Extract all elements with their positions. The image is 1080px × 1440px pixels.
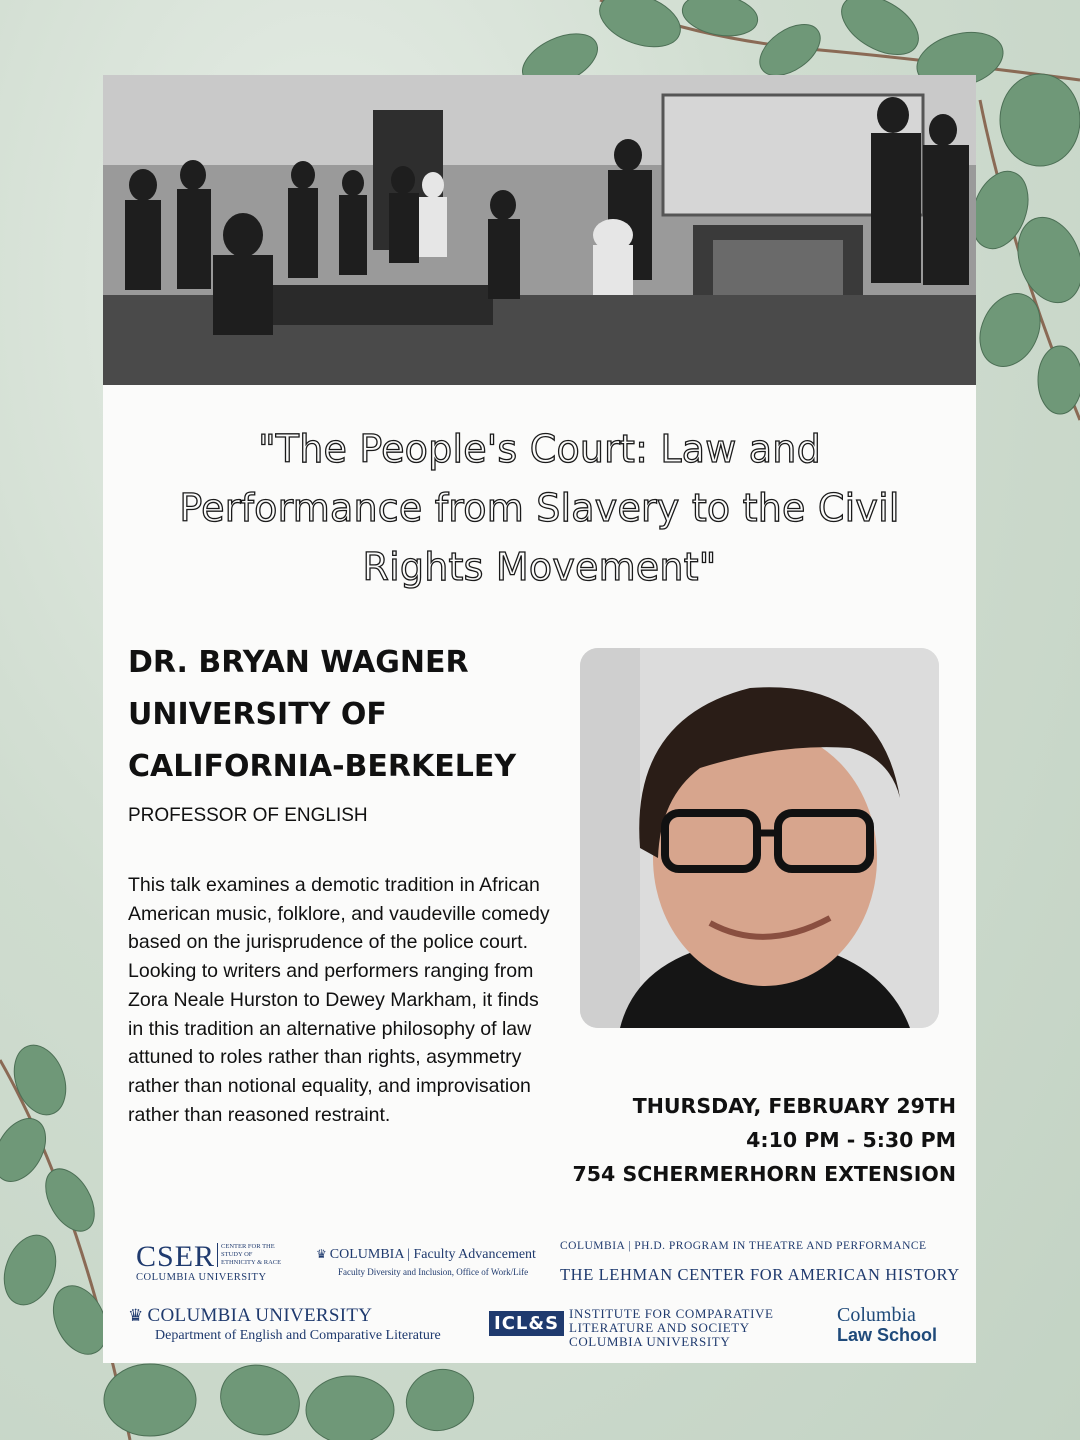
flyer-card (103, 75, 976, 1363)
speaker-affiliation-line2: CALIFORNIA-BERKELEY (128, 749, 517, 784)
fa-logo-title: COLUMBIA | Faculty Advancement (329, 1247, 536, 1262)
crown-icon: ♛ (128, 1306, 144, 1325)
law-logo-line2: Law School (837, 1325, 938, 1345)
speaker-affiliation-line1: UNIVERSITY OF (128, 697, 387, 732)
cser-logo-mark: CSER (136, 1240, 216, 1273)
icls-line1: INSTITUTE FOR COMPARATIVE (569, 1306, 774, 1321)
event-date: THURSDAY, FEBRUARY 29TH (632, 1094, 956, 1118)
icls-logo (489, 1307, 774, 1349)
faculty-advancement-logo (316, 1247, 536, 1277)
dept-logo-title: COLUMBIA UNIVERSITY (147, 1305, 373, 1326)
cser-logo-university: COLUMBIA UNIVERSITY (136, 1272, 267, 1283)
talk-title: "The People's Court: Law and Performance from Slavery to the Civil Rights Movement" (179, 427, 900, 589)
crown-icon: ♛ (316, 1247, 327, 1261)
portrait-illustration (580, 648, 939, 1028)
historic-courtroom-photo (103, 75, 976, 385)
phd-theatre-logo: COLUMBIA | PH.D. PROGRAM IN THEATRE AND PERFORMANCE (560, 1240, 927, 1252)
lehman-center-logo: THE LEHMAN CENTER FOR AMERICAN HISTORY (560, 1265, 960, 1284)
speaker-portrait (580, 648, 939, 1028)
law-school-logo (837, 1304, 937, 1346)
event-time: 4:10 PM - 5:30 PM (746, 1128, 956, 1152)
icls-logo-mark: ICL&S (489, 1311, 564, 1336)
speaker-role: PROFESSOR OF ENGLISH (128, 805, 368, 826)
speaker-block (128, 637, 568, 793)
law-logo-line1: Columbia (837, 1304, 916, 1326)
dept-logo-subtitle: Department of English and Comparative Literature (155, 1328, 441, 1343)
icls-logo-text (569, 1307, 773, 1349)
courtroom-illustration (103, 75, 976, 385)
event-details (573, 1089, 956, 1191)
event-location: 754 SCHERMERHORN EXTENSION (572, 1162, 956, 1186)
fa-logo-subtitle: Faculty Diversity and Inclusion, Office of Work/Life (338, 1267, 529, 1277)
cser-logo-fullname: CENTER FOR THE STUDY OF ETHNICITY & RACE (217, 1243, 283, 1267)
icls-line2: LITERATURE AND SOCIETY (569, 1320, 750, 1335)
speaker-name: DR. BRYAN WAGNER (128, 645, 469, 680)
icls-line3: COLUMBIA UNIVERSITY (569, 1334, 731, 1349)
cser-logo (136, 1240, 283, 1283)
english-department-logo (128, 1305, 441, 1344)
talk-description: This talk examines a demotic tradition in African American music, folklore, and vaudeville comedy based on the jurisprudence of the police court. Looking to writers and performers ranging from Zora Neale Hurston to Dewey Markham, it finds in this tradition an alternative philosophy of law attuned to roles rather than rights, asymmetry rather than notional equality, and improvisation rather than reasoned restraint. (128, 874, 550, 1126)
